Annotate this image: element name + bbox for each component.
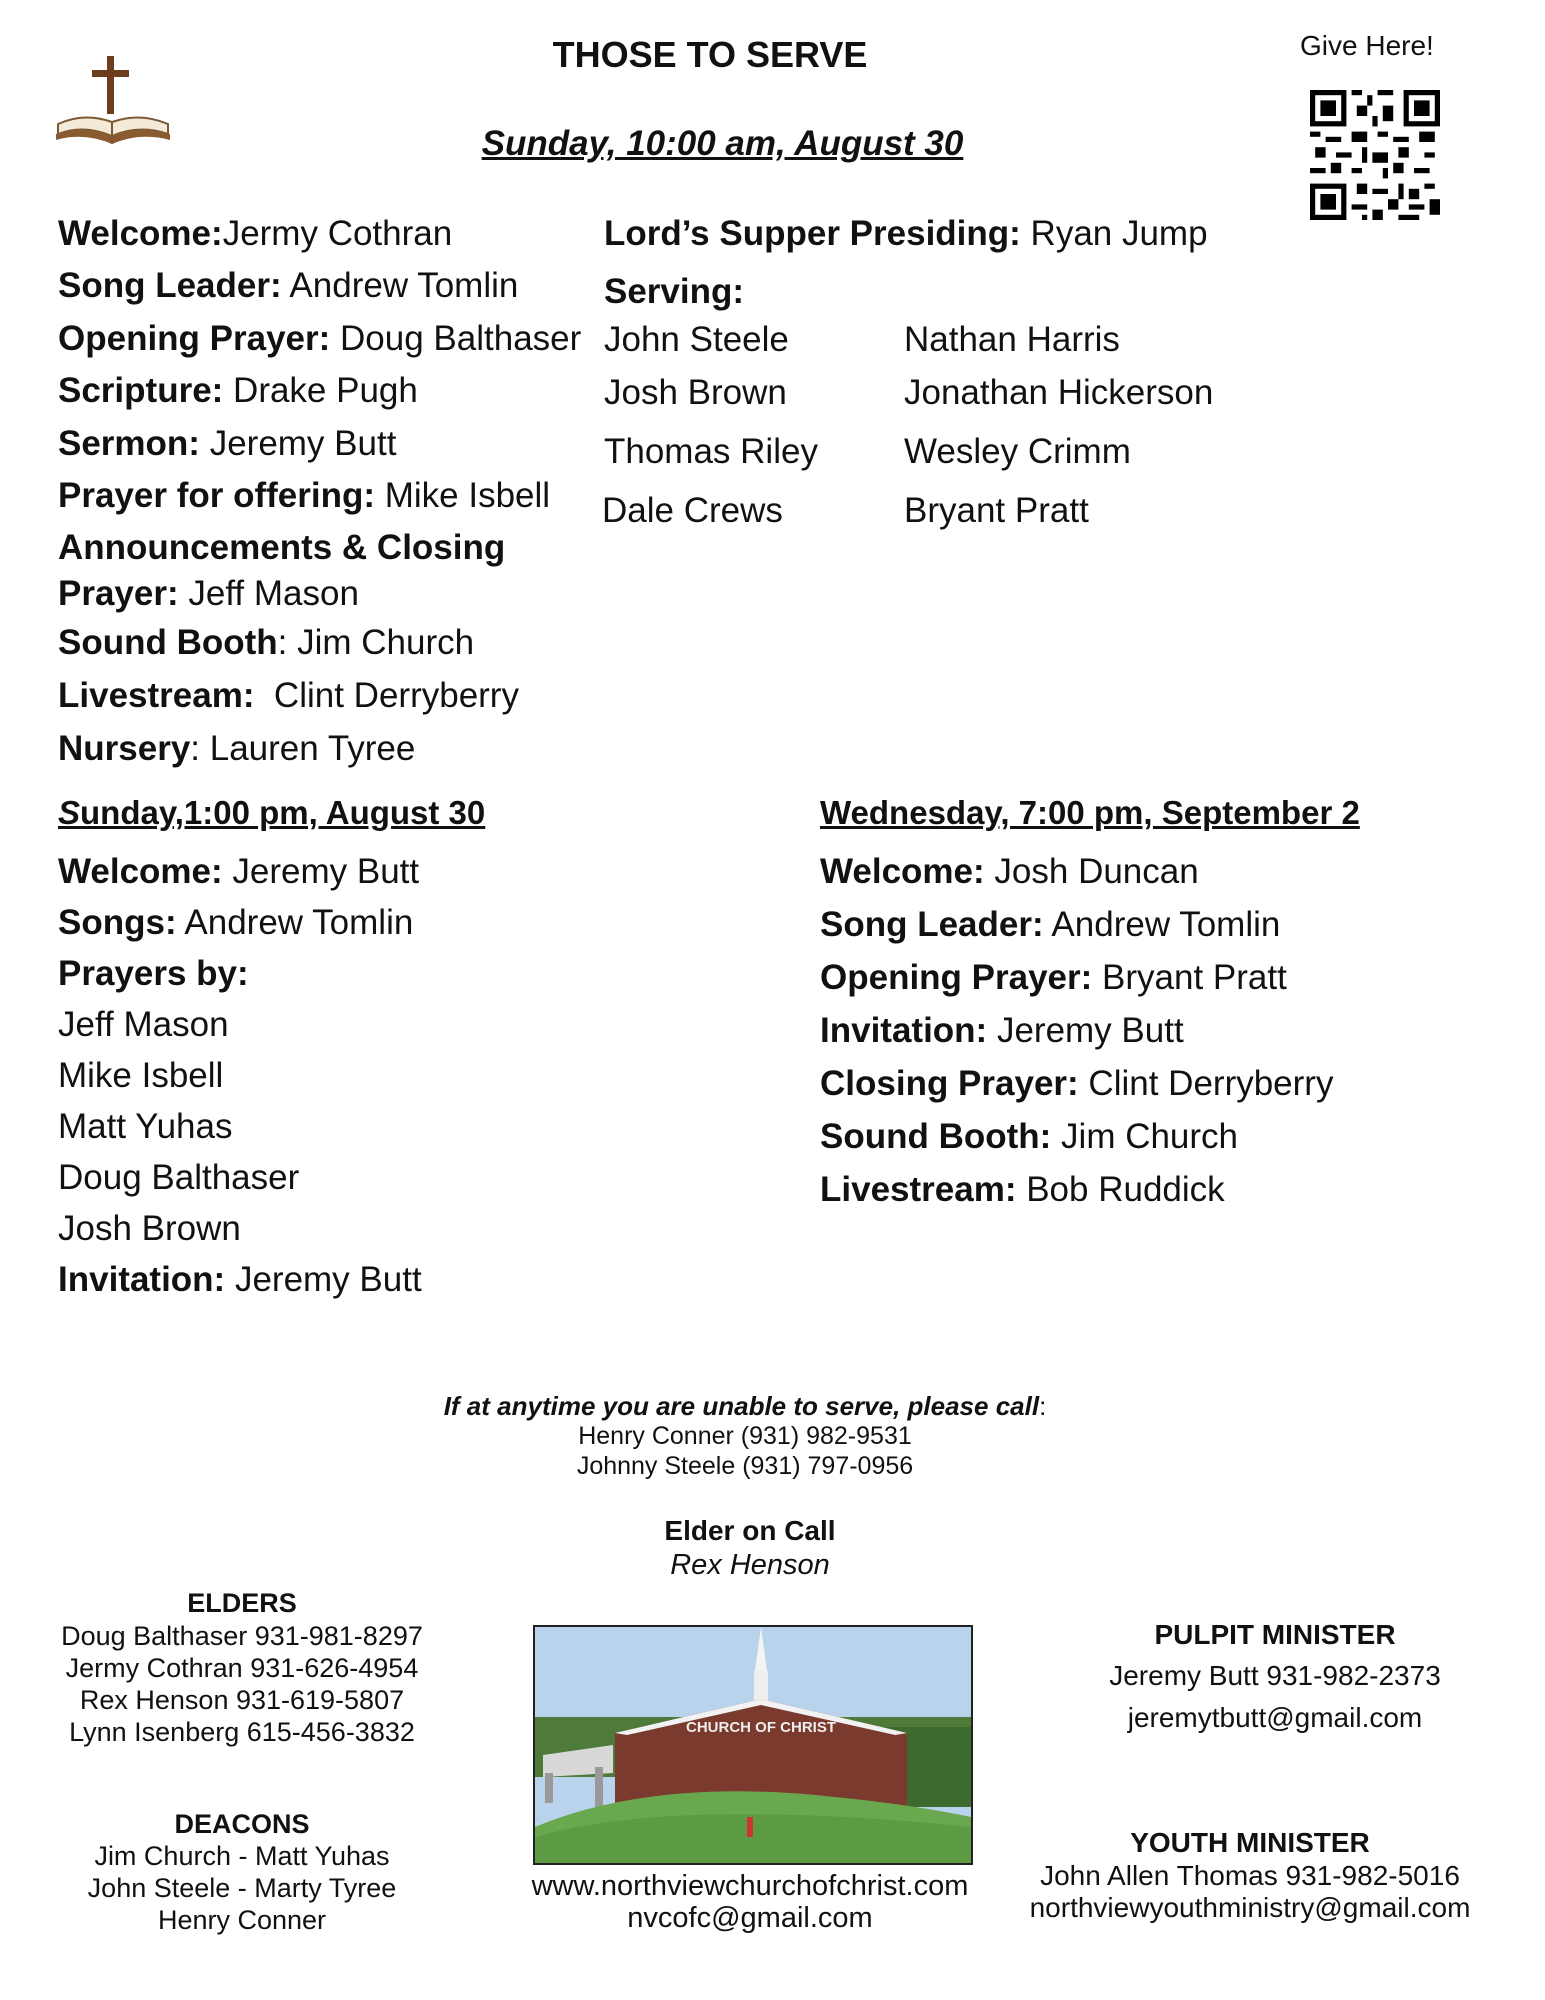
s3-invitation-label: Invitation: bbox=[820, 1011, 988, 1050]
s2-prayer-name: Matt Yuhas bbox=[58, 1107, 233, 1146]
pulpit-minister-email[interactable]: jeremytbutt@gmail.com bbox=[1127, 1702, 1423, 1733]
s3-opening-prayer-label: Opening Prayer: bbox=[820, 958, 1093, 997]
s2-prayer-name: Jeff Mason bbox=[58, 1005, 229, 1044]
song-leader-row bbox=[58, 264, 518, 308]
serving-name: Wesley Crimm bbox=[904, 432, 1131, 471]
service1-heading: Sunday, 10:00 am, August 30 bbox=[481, 124, 964, 163]
serving-name: Nathan Harris bbox=[904, 320, 1120, 359]
offering-label: Prayer for offering: bbox=[58, 476, 375, 515]
sermon-label: Sermon: bbox=[58, 424, 200, 463]
church-sign-text: CHURCH OF CHRIST bbox=[686, 1719, 836, 1736]
church-building-image bbox=[535, 1627, 971, 1863]
s2-songs-name: Andrew Tomlin bbox=[176, 903, 414, 942]
s3-invitation-row bbox=[820, 1009, 1184, 1053]
page-title: THOSE TO SERVE bbox=[552, 34, 868, 75]
announcements-name: Jeff Mason bbox=[178, 574, 359, 613]
deacon-entry: Jim Church - Matt Yuhas bbox=[94, 1841, 390, 1871]
contact-phone: Henry Conner (931) 982-9531 bbox=[578, 1422, 912, 1450]
service2-heading-rest: unday,1:00 pm, August 30 bbox=[80, 794, 486, 831]
sermon-name: Jeremy Butt bbox=[199, 424, 397, 463]
elder-entry: Jermy Cothran 931-626-4954 bbox=[65, 1653, 419, 1683]
lords-supper-label: Lord’s Supper Presiding: bbox=[604, 214, 1021, 253]
welcome-row bbox=[58, 212, 452, 256]
announcements-label: Announcements & Closing bbox=[58, 528, 506, 567]
service2-heading bbox=[58, 791, 485, 835]
livestream-row bbox=[58, 674, 519, 718]
livestream-name: Clint Derryberry bbox=[254, 676, 519, 715]
serving-name: Dale Crews bbox=[602, 491, 783, 530]
scripture-label: Scripture: bbox=[58, 371, 224, 410]
s2-invitation-row bbox=[58, 1258, 422, 1302]
opening-prayer-label: Opening Prayer: bbox=[58, 319, 331, 358]
s3-opening-prayer-row bbox=[820, 956, 1287, 1000]
announcements-row bbox=[58, 572, 359, 616]
serving-name: Josh Brown bbox=[604, 373, 787, 412]
pulpit-minister-phone: Jeremy Butt 931-982-2373 bbox=[1109, 1660, 1441, 1691]
s3-livestream-name: Bob Ruddick bbox=[1016, 1170, 1225, 1209]
contact-phone: Johnny Steele (931) 797-0956 bbox=[576, 1452, 914, 1480]
s3-welcome-name: Josh Duncan bbox=[984, 852, 1199, 891]
s3-livestream-row bbox=[820, 1168, 1225, 1212]
serving-name: Thomas Riley bbox=[604, 432, 818, 471]
scripture-name: Drake Pugh bbox=[223, 371, 418, 410]
scripture-row bbox=[58, 369, 418, 413]
s3-sound-booth-row bbox=[820, 1115, 1238, 1159]
qr-code-icon[interactable] bbox=[1310, 90, 1440, 220]
s3-welcome-row bbox=[820, 850, 1199, 894]
s2-prayer-name: Josh Brown bbox=[58, 1209, 241, 1248]
s3-closing-prayer-label: Closing Prayer: bbox=[820, 1064, 1079, 1103]
elder-entry: Lynn Isenberg 615-456-3832 bbox=[69, 1717, 415, 1747]
sound-booth-name: : Jim Church bbox=[277, 623, 475, 662]
s2-prayer-name: Mike Isbell bbox=[58, 1056, 224, 1095]
s3-opening-prayer-name: Bryant Pratt bbox=[1092, 958, 1287, 997]
s2-invitation-name: Jeremy Butt bbox=[225, 1260, 422, 1299]
s2-welcome-name: Jeremy Butt bbox=[222, 852, 420, 891]
s2-welcome-row bbox=[58, 850, 419, 894]
youth-minister-email[interactable]: northviewyouthministry@gmail.com bbox=[1029, 1892, 1471, 1923]
unable-to-serve-text: If at anytime you are unable to serve, please call bbox=[443, 1391, 1040, 1421]
unable-to-serve-colon: : bbox=[1039, 1391, 1047, 1421]
elders-heading: ELDERS bbox=[187, 1588, 297, 1618]
serving-name: Jonathan Hickerson bbox=[904, 373, 1214, 412]
s2-songs-label: Songs: bbox=[58, 903, 177, 942]
bible-cross-icon bbox=[54, 54, 172, 148]
serving-label: Serving: bbox=[604, 272, 745, 311]
deacon-entry: Henry Conner bbox=[157, 1905, 327, 1935]
s3-closing-prayer-name: Clint Derryberry bbox=[1078, 1064, 1334, 1103]
lords-supper-row bbox=[604, 212, 1208, 256]
church-email-link[interactable]: nvcofc@gmail.com bbox=[627, 1902, 873, 1934]
s3-closing-prayer-row bbox=[820, 1062, 1333, 1106]
s3-livestream-label: Livestream: bbox=[820, 1170, 1017, 1209]
s2-invitation-label: Invitation: bbox=[58, 1260, 226, 1299]
s2-welcome-label: Welcome: bbox=[58, 852, 223, 891]
elder-entry: Rex Henson 931-619-5807 bbox=[79, 1685, 405, 1715]
announcements-prayer-label: Prayer: bbox=[58, 574, 179, 613]
s3-sound-booth-label: Sound Booth: bbox=[820, 1117, 1052, 1156]
elder-on-call-label: Elder on Call bbox=[664, 1515, 836, 1546]
s3-song-leader-name: Andrew Tomlin bbox=[1043, 905, 1281, 944]
deacon-entry: John Steele - Marty Tyree bbox=[87, 1873, 397, 1903]
unable-to-serve-note bbox=[0, 1390, 1490, 1422]
pulpit-minister-heading: PULPIT MINISTER bbox=[1154, 1619, 1396, 1650]
s3-song-leader-row bbox=[820, 903, 1280, 947]
opening-prayer-row bbox=[58, 317, 581, 361]
youth-minister-heading: YOUTH MINISTER bbox=[1130, 1827, 1370, 1858]
s2-prayer-name: Doug Balthaser bbox=[58, 1158, 300, 1197]
elder-on-call-name: Rex Henson bbox=[670, 1549, 830, 1581]
livestream-label: Livestream: bbox=[58, 676, 255, 715]
youth-minister-phone: John Allen Thomas 931-982-5016 bbox=[1040, 1860, 1460, 1891]
give-here-label: Give Here! bbox=[1300, 30, 1434, 61]
s2-prayers-label: Prayers by: bbox=[58, 954, 249, 993]
sound-booth-row bbox=[58, 621, 474, 665]
elder-entry: Doug Balthaser 931-981-8297 bbox=[61, 1621, 423, 1651]
s3-invitation-name: Jeremy Butt bbox=[987, 1011, 1184, 1050]
lords-supper-name: Ryan Jump bbox=[1020, 214, 1208, 253]
service3-heading: Wednesday, 7:00 pm, September 2 bbox=[820, 794, 1360, 831]
song-leader-name: Andrew Tomlin bbox=[281, 266, 519, 305]
welcome-name: Jermy Cothran bbox=[222, 214, 453, 253]
deacons-heading: DEACONS bbox=[174, 1809, 310, 1839]
service2-heading-initial: S bbox=[58, 794, 81, 831]
serving-name: John Steele bbox=[604, 320, 789, 359]
nursery-label: Nursery bbox=[58, 729, 191, 768]
song-leader-label: Song Leader: bbox=[58, 266, 282, 305]
church-website-link[interactable]: www.northviewchurchofchrist.com bbox=[531, 1870, 969, 1902]
sermon-row bbox=[58, 422, 396, 466]
opening-prayer-name: Doug Balthaser bbox=[330, 319, 582, 358]
church-photo bbox=[533, 1625, 973, 1865]
s2-songs-row bbox=[58, 901, 413, 945]
nursery-name: : Lauren Tyree bbox=[190, 729, 416, 768]
nursery-row bbox=[58, 727, 415, 771]
welcome-label: Welcome: bbox=[58, 214, 223, 253]
s3-welcome-label: Welcome: bbox=[820, 852, 985, 891]
s3-song-leader-label: Song Leader: bbox=[820, 905, 1044, 944]
offering-row bbox=[58, 474, 550, 518]
offering-name: Mike Isbell bbox=[375, 476, 551, 515]
sound-booth-label: Sound Booth bbox=[58, 623, 278, 662]
s3-sound-booth-name: Jim Church bbox=[1051, 1117, 1239, 1156]
serving-name: Bryant Pratt bbox=[904, 491, 1089, 530]
